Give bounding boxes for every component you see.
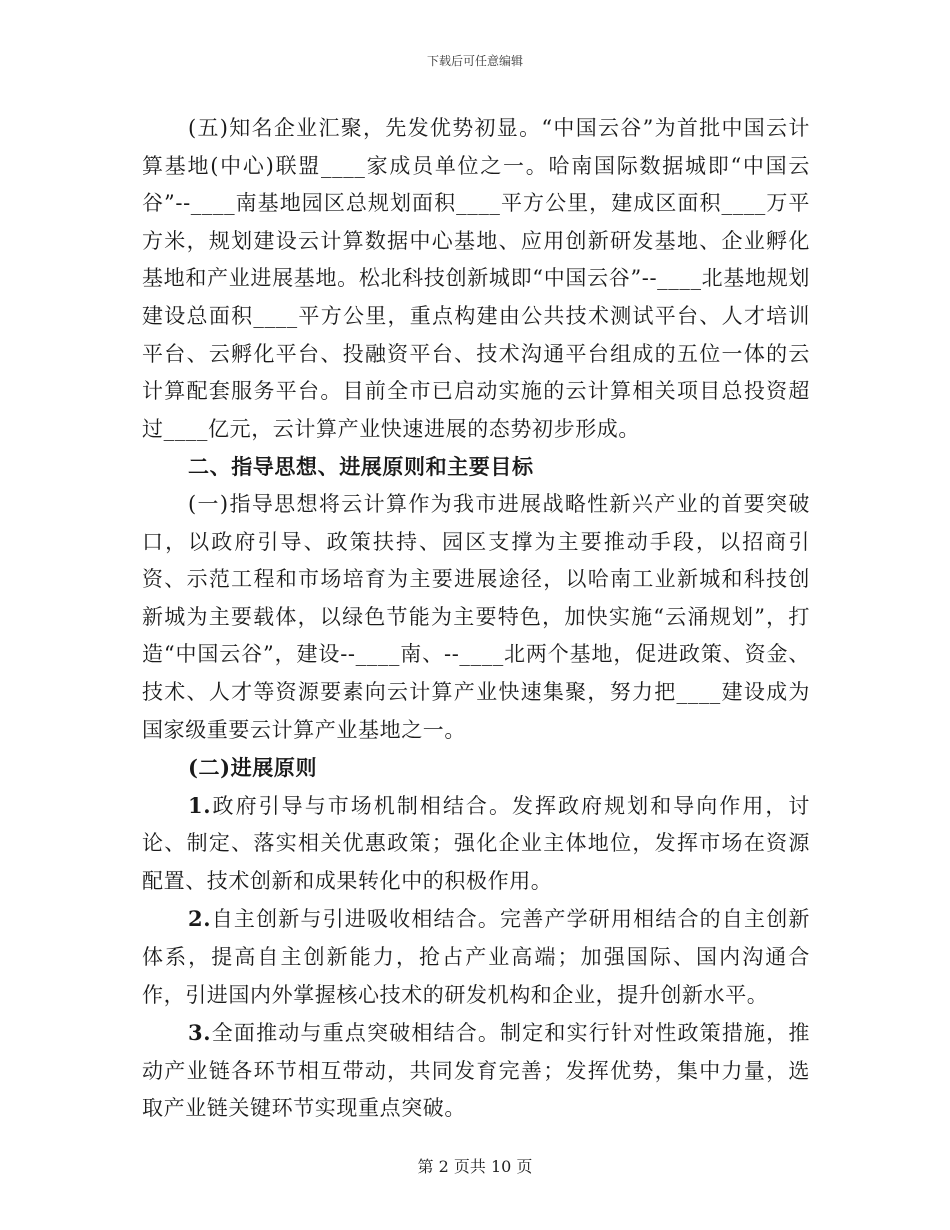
document-body (142, 110, 810, 1128)
principle-2-number: 2. (188, 906, 212, 932)
principle-2-text: 自主创新与引进吸收相结合。完善产学研用相结合的自主创新体系，提高自主创新能力，抢占产业高端；加强国际、国内沟通合作，引进国内外掌握核心技术的研发机构和企业，提升创新水平。 (142, 907, 810, 1007)
page-footer-number: 第 2 页共 10 页 (417, 1157, 533, 1176)
principle-1-number: 1. (188, 792, 212, 818)
paragraph-guiding-ideology: (一)指导思想将云计算作为我市进展战略性新兴产业的首要突破口，以政府引导、政策扶持、园区支撑为主要推动手段，以招商引资、示范工程和市场培育为主要进展途径，以哈南工业新城和科技创新城为主要载体，以绿色节能为主要特色，加快实施“云涌规划”，打造“中国云谷”，建设--____南、--____北两个基地，促进政策、资金、技术、人才等资源要素向云计算产业快速集聚，努力把____建设成为国家级重要云计算产业基地之一。 (142, 491, 810, 742)
paragraph-principle-2 (142, 900, 810, 1014)
page-header-note: 下载后可任意编辑 (426, 54, 523, 68)
section-heading-2: 二、指导思想、进展原则和主要目标 (188, 454, 534, 480)
principle-3-number: 3. (188, 1020, 212, 1046)
subsection-heading-principles: (二)进展原则 (188, 755, 318, 781)
paragraph-principle-3 (142, 1014, 810, 1128)
paragraph-principle-1 (142, 787, 810, 901)
principle-3-text: 全面推动与重点突破相结合。制定和实行针对性政策措施，推动产业链各环节相互带动，共同发育完善；发挥优势，集中力量，选取产业链关键环节实现重点突破。 (142, 1021, 810, 1121)
principle-1-text: 政府引导与市场机制相结合。发挥政府规划和导向作用，讨论、制定、落实相关优惠政策；强化企业主体地位，发挥市场在资源配置、技术创新和成果转化中的积极作用。 (142, 793, 810, 893)
paragraph-section-5: (五)知名企业汇聚，先发优势初显。“中国云谷”为首批中国云计算基地(中心)联盟____家成员单位之一。哈南国际数据城即“中国云谷”--____南基地园区总规划面积____平方公里，建成区面积____万平方米，规划建设云计算数据中心基地、应用创新研发基地、企业孵化基地和产业进展基地。松北科技创新城即“中国云谷”--____北基地规划建设总面积____平方公里，重点构建由公共技术测试平台、人才培训平台、云孵化平台、投融资平台、技术沟通平台组成的五位一体的云计算配套服务平台。目前全市已启动实施的云计算相关项目总投资超过____亿元，云计算产业快速进展的态势初步形成。 (142, 116, 810, 441)
